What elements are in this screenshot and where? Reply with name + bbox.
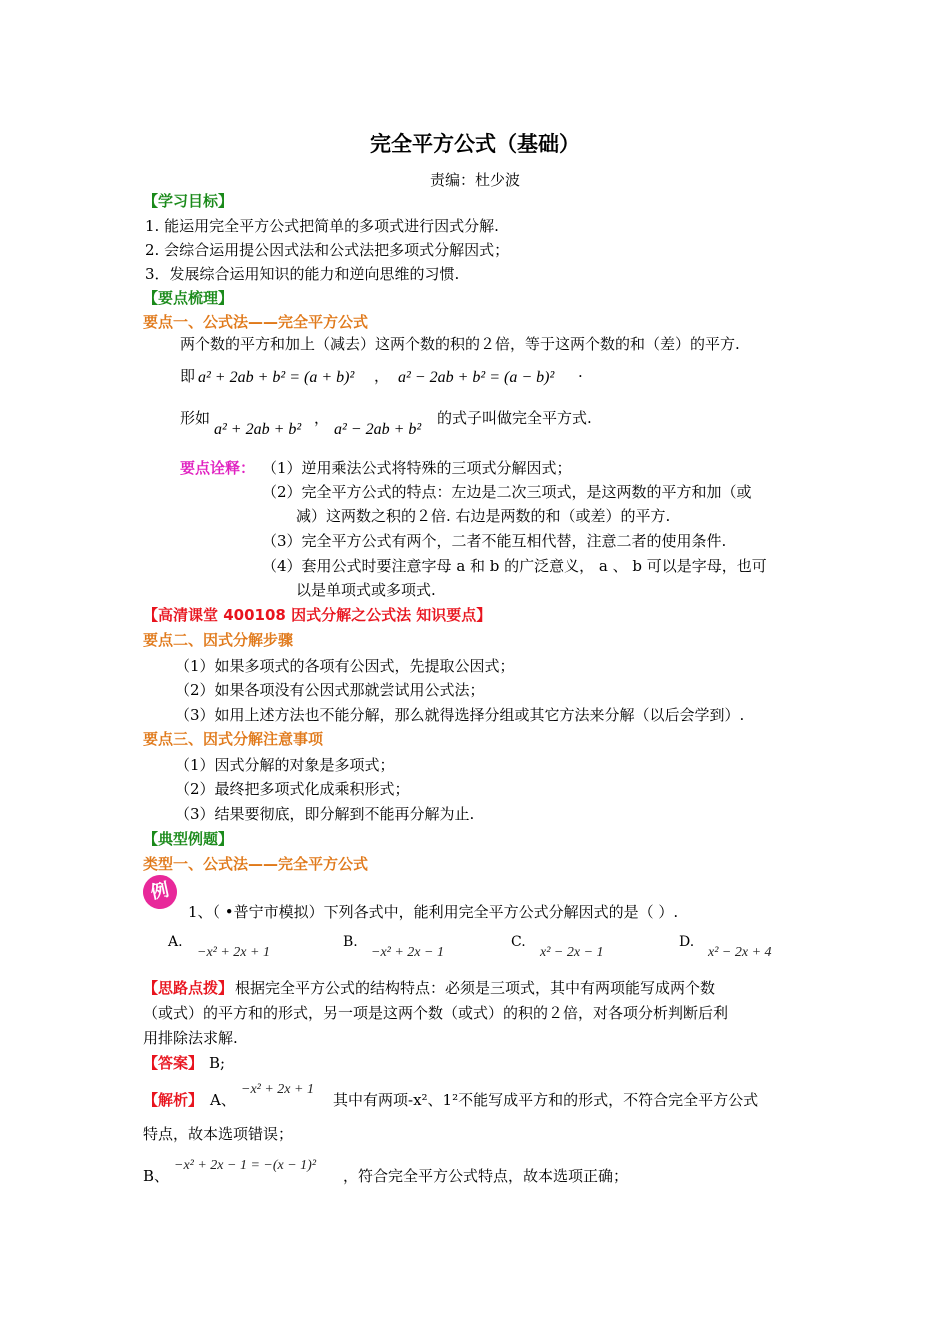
point3-item: （1）因式分解的对象是多项式； (175, 756, 395, 774)
option-label: B. (343, 934, 358, 950)
point2-heading: 要点二、因式分解步骤 (143, 631, 294, 649)
analysis-b-prefix: B、 (143, 1167, 170, 1185)
hint-text: 用排除法求解. (143, 1029, 238, 1047)
hint-label: 【思路点拨】 (143, 979, 234, 997)
note-item: （1）逆用乘法公式将特殊的三项式分解因式； (262, 459, 572, 477)
option-expr: −x² + 2x + 1 (197, 945, 270, 960)
analysis-label: 【解析】 (143, 1091, 204, 1109)
goal-item: 1. 能运用完全平方公式把简单的多项式进行因式分解. (145, 217, 499, 235)
point3-item: （2）最终把多项式化成乘积形式； (175, 780, 410, 798)
goal-item: 3．发展综合运用知识的能力和逆向思维的习惯. (145, 265, 460, 283)
option-expr: −x² + 2x − 1 (371, 945, 444, 960)
analysis-b-text: ，符合完全平方公式特点，故本选项正确； (343, 1167, 629, 1185)
analysis-a-text: 其中有两项-x²、1²不能写成平方和的形式，不符合完全平方公式 (333, 1091, 759, 1109)
answer-value: B; (209, 1054, 226, 1072)
point1-heading: 要点一、公式法——完全平方公式 (143, 313, 369, 331)
option-expr: x² − 2x − 1 (540, 945, 604, 960)
formula-diff-square: a² − 2ab + b² = (a − b)² (398, 369, 555, 386)
example-badge-icon: 例 (140, 872, 180, 912)
note-item: （4）套用公式时要注意字母 a 和 b 的广泛意义， a 、 b 可以是字母，也可 (262, 557, 767, 575)
note-item: 以是单项式或多项式. (296, 581, 436, 599)
formula-sum-square: a² + 2ab + b² = (a + b)² (198, 369, 355, 386)
comma: ， (374, 367, 390, 385)
point1-xingru: 形如 (180, 409, 211, 427)
point1-ji: 即 (180, 367, 196, 385)
point2-item: （1）如果多项式的各项有公因式，先提取公因式； (175, 657, 515, 675)
point3-heading: 要点三、因式分解注意事项 (143, 730, 324, 748)
answer-label: 【答案】 (143, 1054, 204, 1072)
dot: · (578, 367, 583, 385)
formula-square-form-1: a² + 2ab + b² (214, 421, 302, 438)
option-label: C. (511, 934, 526, 950)
point1-tail: 的式子叫做完全平方式. (437, 409, 592, 427)
points-heading: 【要点梳理】 (143, 289, 234, 307)
course-link[interactable]: 【高清课堂 400108 因式分解之公式法 知识要点】 (143, 606, 492, 624)
hint-text: （或式）的平方和的形式，另一项是这两个数（或式）的积的２倍，对各项分析判断后利 (143, 1004, 729, 1022)
point1-text: 两个数的平方和加上（减去）这两个数的积的２倍，等于这两个数的和（差）的平方. (180, 335, 740, 353)
examples-heading: 【典型例题】 (143, 830, 234, 848)
editor-line: 责编：杜少波 (429, 171, 520, 189)
question-1: 1、（ •普宁市模拟）下列各式中，能利用完全平方公式分解因式的是（ ）. (188, 903, 679, 921)
hint-text: 根据完全平方公式的结构特点：必须是三项式，其中有两项能写成两个数 (235, 979, 716, 997)
option-expr: x² − 2x + 4 (708, 945, 772, 960)
point2-item: （3）如用上述方法也不能分解，那么就得选择分组或其它方法来分解（以后会学到）. (175, 706, 745, 724)
note-label: 要点诠释： (180, 459, 256, 477)
analysis-a-expr: −x² + 2x + 1 (241, 1082, 314, 1097)
point3-item: （3）结果要彻底，即分解到不能再分解为止. (175, 805, 475, 823)
note-item: （3）完全平方公式有两个，二者不能互相代替，注意二者的使用条件. (262, 532, 727, 550)
option-label: A. (168, 934, 183, 950)
formula-square-form-2: a² − 2ab + b² (334, 421, 422, 438)
note-item: 减）这两数之积的２倍. 右边是两数的和（或差）的平方. (296, 507, 671, 525)
analysis-b-expr: −x² + 2x − 1 = −(x − 1)² (174, 1158, 317, 1173)
note-item: （2）完全平方公式的特点：左边是二次三项式，是这两数的平方和加（或 (262, 483, 752, 501)
analysis-a-prefix: A、 (210, 1091, 236, 1109)
option-label: D. (679, 934, 695, 950)
analysis-a-text2: 特点，故本选项错误； (143, 1125, 294, 1143)
type1-heading: 类型一、公式法——完全平方公式 (143, 855, 369, 873)
point2-item: （2）如果各项没有公因式那就尝试用公式法； (175, 681, 485, 699)
page-title: 完全平方公式（基础） (370, 132, 580, 156)
comma: ， (314, 409, 330, 427)
goals-heading: 【学习目标】 (143, 192, 234, 210)
goal-item: 2. 会综合运用提公因式法和公式法把多项式分解因式； (145, 241, 510, 259)
